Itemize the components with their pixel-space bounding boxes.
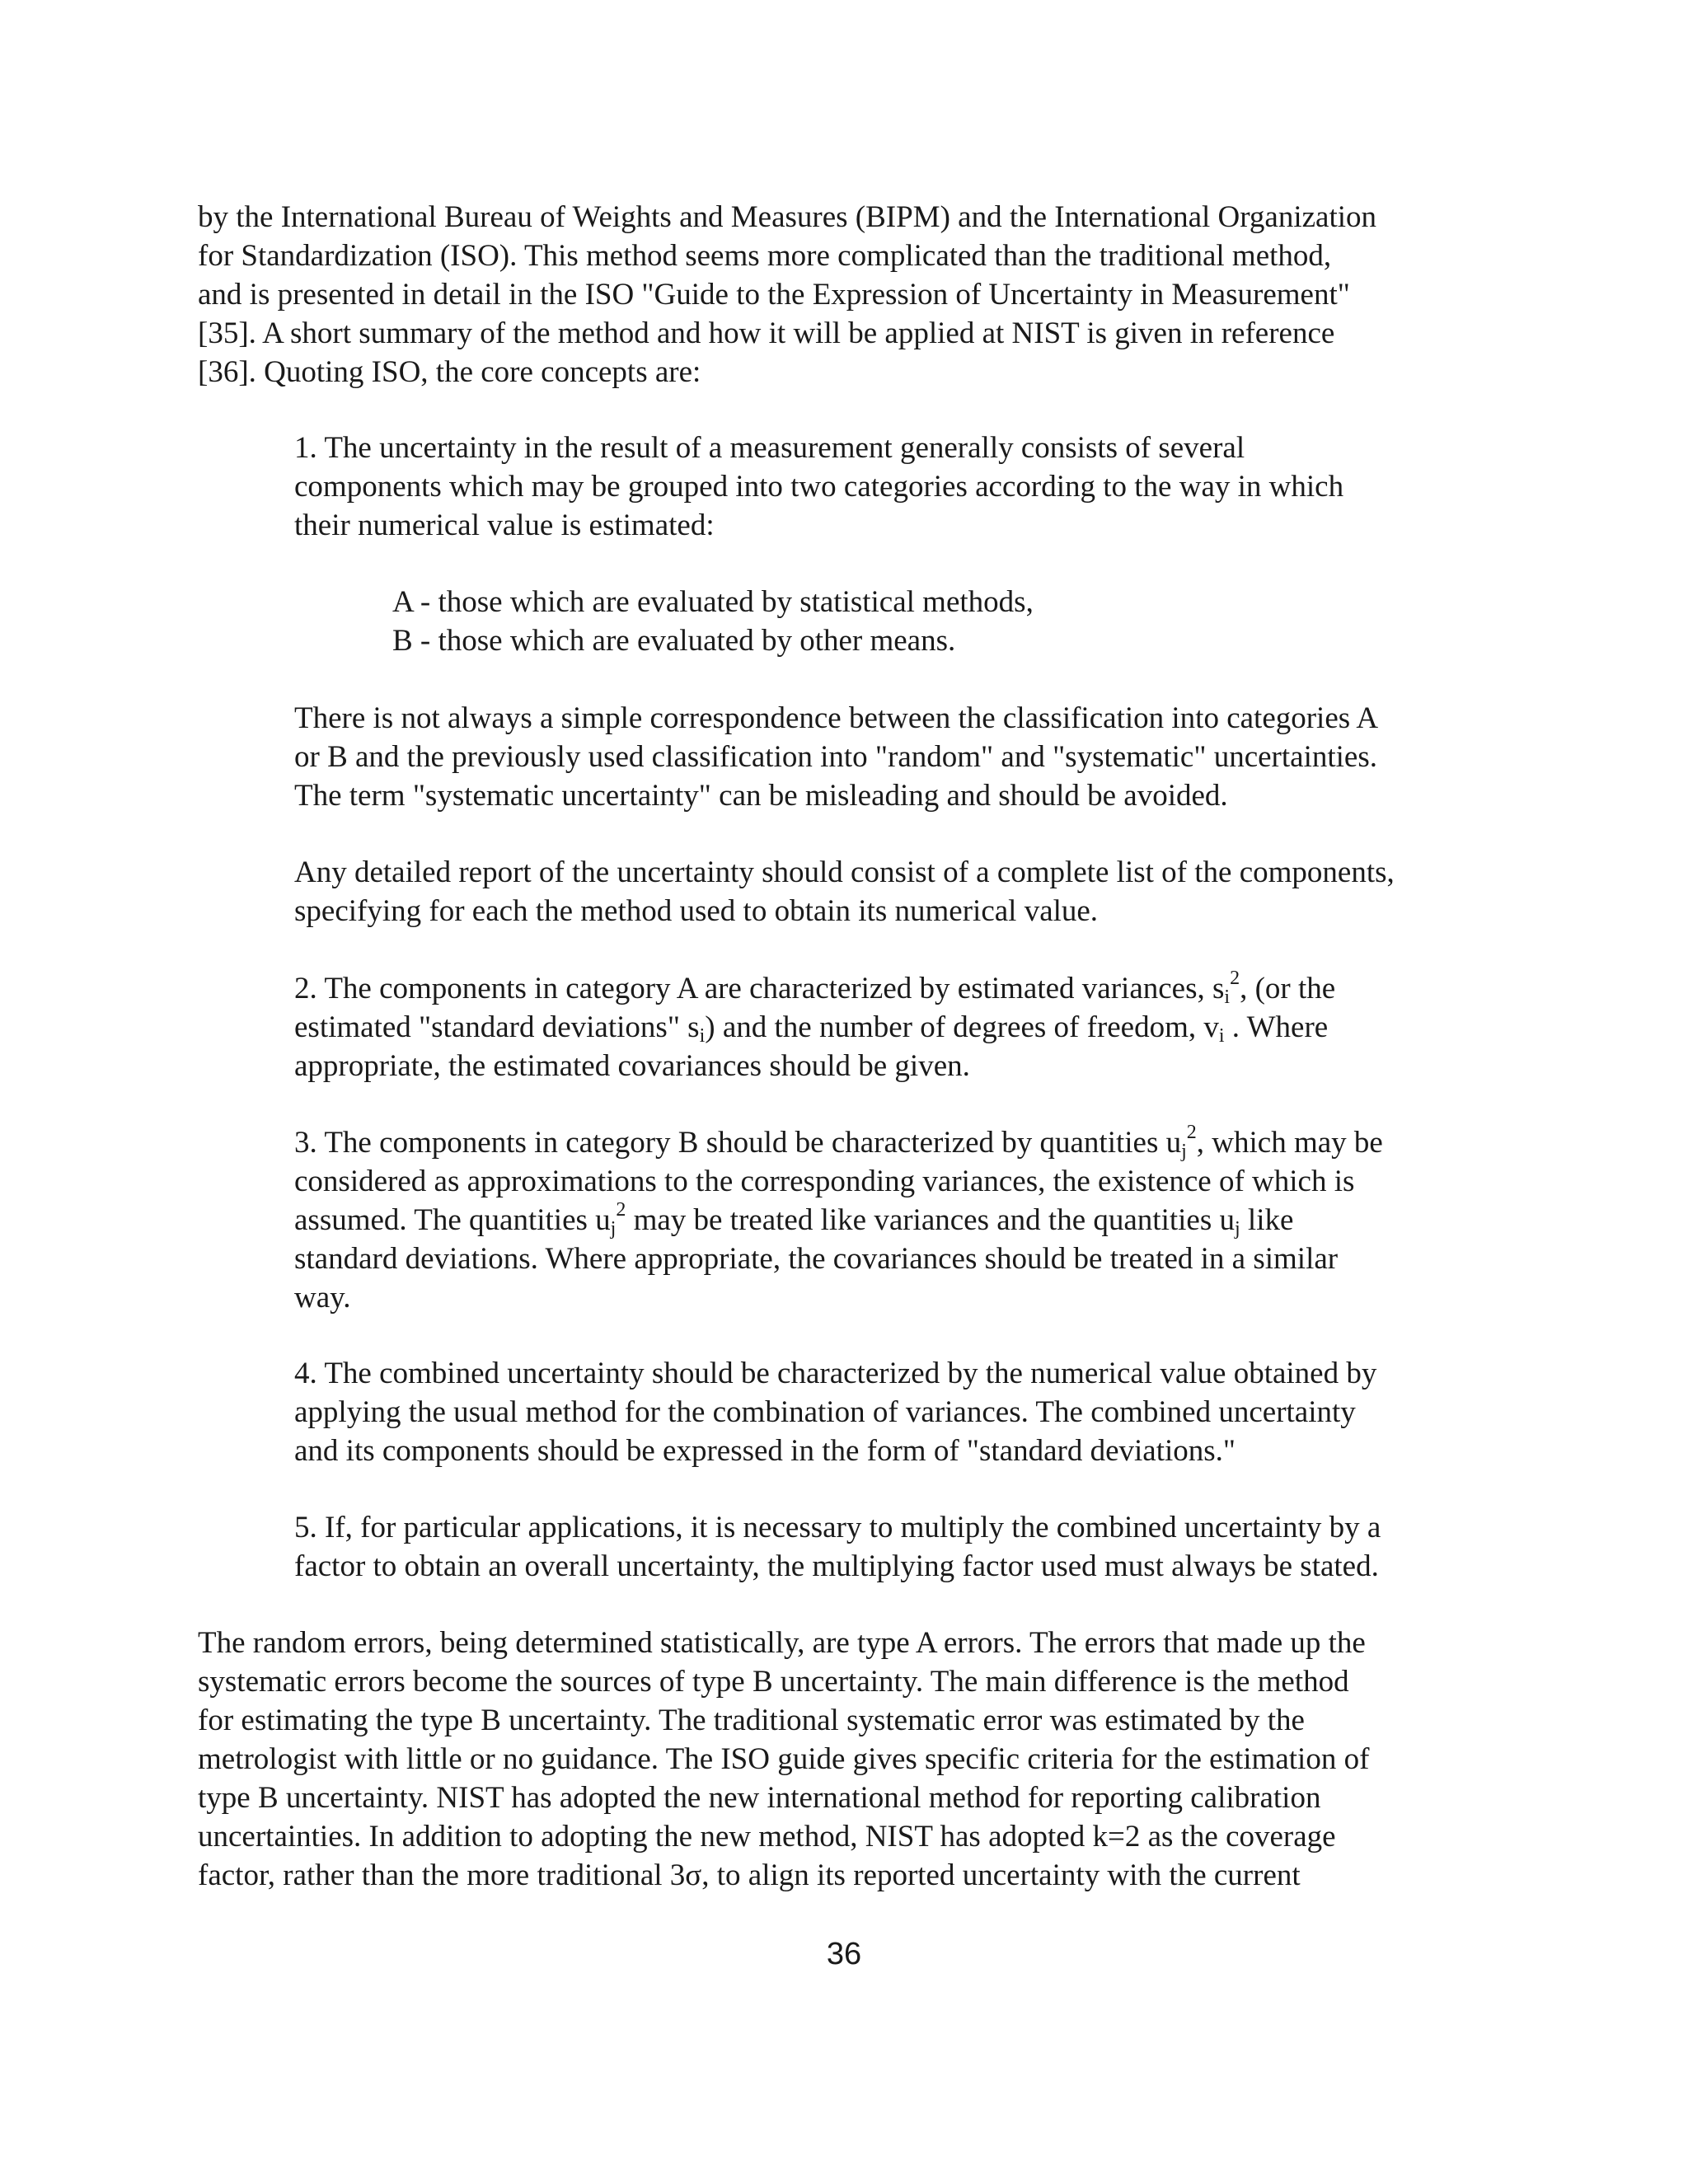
text-run: estimated "standard deviations" s [294,1010,700,1044]
text-line [294,969,1335,1008]
text-line: 1. The uncertainty in the result of a measurement generally consists of several [294,431,1245,465]
text-run: , which may be [1196,1126,1383,1160]
text-run: 3. The components in category B should be characterized by quantities u [294,1126,1182,1160]
text-line [294,1201,1383,1240]
text-line: Any detailed report of the uncertainty should consist of a complete list of the components, [294,855,1395,889]
text-line: for Standardization (ISO). This method seems more complicated than the traditional method, [198,239,1332,273]
text-line: considered as approximations to the corresponding variances, the existence of which is [294,1165,1355,1198]
text-run: . Where [1224,1010,1329,1044]
text-run: ) and the number of degrees of freedom, v [705,1010,1219,1044]
text-line: systematic errors become the sources of type B uncertainty. The main difference is the method [198,1665,1349,1699]
quote-point-1 [294,429,1343,545]
quote-point-1-note-report [294,853,1395,930]
superscript-2: 2 [616,1199,626,1221]
subscript-j: j [610,1218,617,1240]
quote-point-1-note-correspondence [294,699,1378,815]
intro-paragraph [198,198,1376,391]
superscript-2: 2 [1186,1122,1197,1143]
quote-point-4 [294,1354,1376,1470]
text-line: The random errors, being determined statistically, are type A errors. The errors that made up the [198,1626,1366,1660]
subscript-j: j [1181,1141,1187,1162]
text-run: , (or the [1240,972,1336,1005]
category-list [392,583,1034,660]
text-line: their numerical value is estimated: [294,509,715,542]
superscript-2: 2 [1230,968,1240,989]
text-line: and its components should be expressed in the form of "standard deviations." [294,1434,1236,1468]
text-line: applying the usual method for the combination of variances. The combined uncertainty [294,1395,1356,1429]
closing-paragraph [198,1624,1369,1895]
text-line: by the International Bureau of Weights and Measures (BIPM) and the International Organization [198,200,1377,234]
text-line: standard deviations. Where appropriate, the covariances should be treated in a similar [294,1242,1339,1276]
text-line: type B uncertainty. NIST has adopted the new international method for reporting calibration [198,1781,1321,1815]
text-line: and is presented in detail in the ISO "Guide to the Expression of Uncertainty in Measurement" [198,278,1350,312]
text-line: components which may be grouped into two categories according to the way in which [294,470,1344,504]
text-line: [35]. A short summary of the method and how it will be applied at NIST is given in reference [198,316,1335,350]
text-line: 5. If, for particular applications, it is necessary to multiply the combined uncertainty by a [294,1511,1381,1544]
subscript-i: i [699,1025,706,1047]
category-a: A - those which are evaluated by statistical methods, [392,585,1034,619]
text-line: 4. The combined uncertainty should be characterized by the numerical value obtained by [294,1357,1377,1390]
subscript-j: j [1235,1218,1240,1240]
text-run: may be treated like variances and the quantities u [626,1203,1235,1237]
text-line: factor, rather than the more traditional 3σ, to align its reported uncertainty with the current [198,1858,1301,1892]
text-run: assumed. The quantities u [294,1203,611,1237]
quote-point-3 [294,1123,1383,1317]
category-b: B - those which are evaluated by other means. [392,624,956,658]
text-line [294,1008,1335,1047]
text-line: The term "systematic uncertainty" can be misleading and should be avoided. [294,779,1228,813]
subscript-i: i [1224,987,1231,1008]
quote-point-2 [294,969,1335,1085]
text-line: metrologist with little or no guidance. The ISO guide gives specific criteria for the estimation of [198,1742,1370,1776]
text-line: way. [294,1281,351,1315]
text-line: appropriate, the estimated covariances should be given. [294,1049,970,1083]
text-line [294,1123,1383,1162]
page-number: 36 [826,1937,862,1971]
text-run: like [1240,1203,1294,1237]
text-line: for estimating the type B uncertainty. The traditional systematic error was estimated by the [198,1704,1305,1737]
quote-point-5 [294,1508,1381,1586]
text-run: 2. The components in category A are characterized by estimated variances, s [294,972,1225,1005]
text-line: uncertainties. In addition to adopting the new method, NIST has adopted k=2 as the coverage [198,1820,1336,1854]
text-line: [36]. Quoting ISO, the core concepts are: [198,355,701,389]
text-line: factor to obtain an overall uncertainty, the multiplying factor used must always be stated. [294,1549,1379,1583]
text-line: There is not always a simple correspondence between the classification into categories A [294,701,1379,735]
text-line: specifying for each the method used to obtain its numerical value. [294,894,1099,928]
text-line: or B and the previously used classification into "random" and "systematic" uncertainties. [294,740,1377,774]
subscript-i: i [1218,1025,1225,1047]
